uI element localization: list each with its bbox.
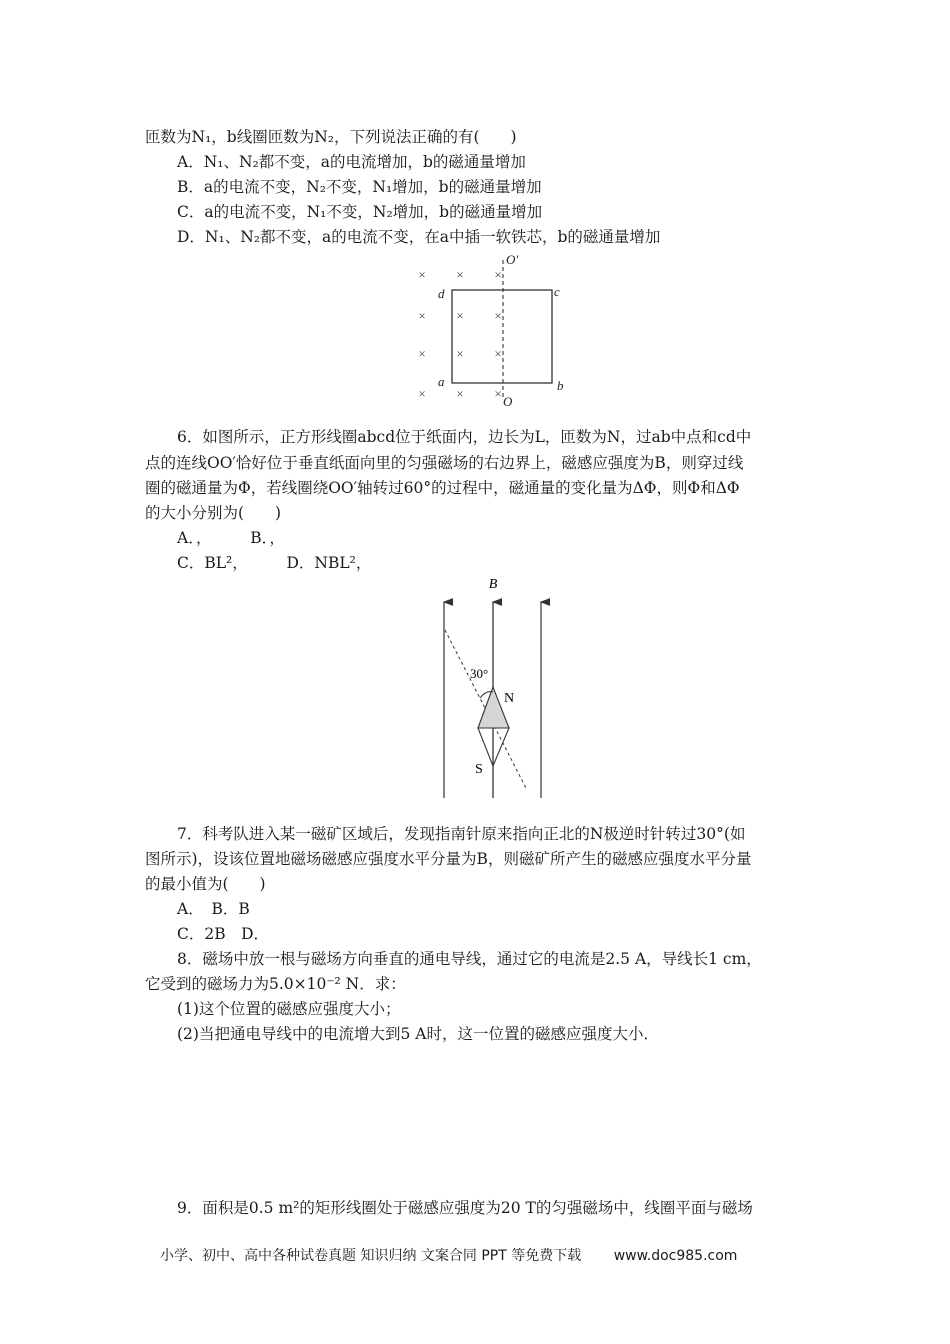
q6-line-1: 6．如图所示，正方形线圈abcd位于纸面内，边长为L，匝数为N，过ab中点和cd中 (177, 428, 752, 446)
q5-option-d: D．N₁、N₂都不变，a的电流不变，在a中插一软铁芯，b的磁通量增加 (177, 228, 661, 246)
q8-line-2: 它受到的磁场力为5.0×10⁻² N．求： (145, 975, 406, 993)
label-c: c (554, 284, 560, 299)
q7-line-3: 的最小值为( ) (145, 875, 266, 893)
q9-line-1: 9．面积是0.5 m²的矩形线圈处于磁感应强度为20 T的匀强磁场中，线圈平面与磁场 (177, 1199, 753, 1217)
q7-line-1: 7．科考队进入某一磁矿区域后，发现指南针原来指向正北的N极逆时针转过30°(如 (177, 825, 746, 843)
q6-line-4: 的大小分别为( ) (145, 504, 282, 522)
field-cross: × (456, 346, 464, 361)
field-cross: × (456, 267, 464, 282)
field-cross: × (494, 346, 502, 361)
label-b: b (557, 378, 564, 393)
label-s: S (475, 762, 483, 777)
label-o: O (503, 394, 513, 409)
field-cross: × (418, 308, 426, 323)
figure-compass-needle (420, 570, 560, 800)
q5-option-b: B．a的电流不变，N₂不变，N₁增加，b的磁通量增加 (177, 178, 542, 196)
label-n: N (504, 691, 515, 706)
q7-options-cd: C．2B D． (177, 925, 270, 943)
label-a: a (438, 374, 445, 389)
label-b-field: B (488, 577, 498, 592)
field-cross: × (494, 386, 502, 401)
footer-url[interactable]: www.doc985.com (613, 1248, 738, 1264)
q7-line-2: 图所示)，设该位置地磁场磁感应强度水平分量为B，则磁矿所产生的磁感应强度水平分量 (145, 850, 752, 868)
q6-options-ab: A．， B．， (177, 529, 285, 547)
q6-line-2: 点的连线OO′恰好位于垂直纸面向里的匀强磁场的右边界上，磁感应强度为B，则穿过线 (145, 454, 744, 472)
field-cross: × (494, 267, 502, 282)
field-cross: × (494, 308, 502, 323)
label-angle: 30° (470, 666, 489, 681)
q8-part-2: (2)当把通电导线中的电流增大到5 A时，这一位置的磁感应强度大小． (177, 1025, 659, 1043)
q5-stem: 匝数为N₁，b线圈匝数为N₂，下列说法正确的有( ) (145, 128, 517, 146)
q7-options-ab: A． B．B (177, 900, 250, 918)
field-crosses (418, 267, 501, 401)
field-cross: × (456, 308, 464, 323)
field-cross: × (418, 346, 426, 361)
q5-option-c: C．a的电流不变，N₁不变，N₂增加，b的磁通量增加 (177, 203, 543, 221)
q8-part-1: (1)这个位置的磁感应强度大小； (177, 1000, 401, 1018)
label-o-prime: O′ (506, 252, 519, 267)
figure-coil-in-field (400, 250, 580, 410)
label-d: d (438, 286, 445, 301)
page-footer (160, 1245, 737, 1265)
q6-line-3: 圈的磁通量为Φ，若线圈绕OO′轴转过60°的过程中，磁通量的变化量为ΔΦ，则Φ和ΔΦ (145, 479, 740, 497)
q5-option-a: A．N₁、N₂都不变，a的电流增加，b的磁通量增加 (177, 153, 526, 171)
q8-line-1: 8．磁场中放一根与磁场方向垂直的通电导线，通过它的电流是2.5 A，导线长1 cm， (177, 950, 762, 968)
field-cross: × (418, 386, 426, 401)
q6-options-cd: C．BL²， D．NBL²， (177, 554, 372, 572)
field-cross: × (456, 386, 464, 401)
square-coil (452, 290, 552, 383)
footer-text: 小学、初中、高中各种试卷真题 知识归纳 文案合同 PPT 等免费下载 (160, 1248, 582, 1264)
field-cross: × (418, 267, 426, 282)
